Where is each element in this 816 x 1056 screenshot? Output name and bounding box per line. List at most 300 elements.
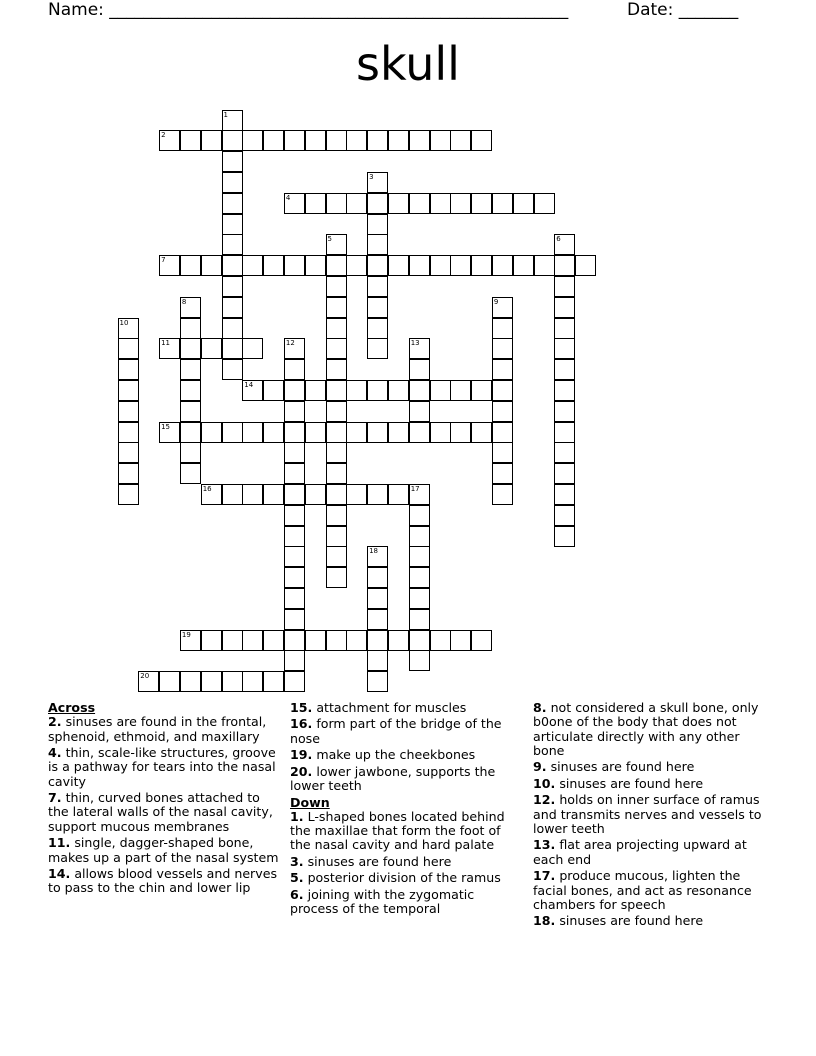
grid-cell[interactable] xyxy=(430,255,451,276)
grid-cell[interactable] xyxy=(284,526,305,547)
grid-cell[interactable] xyxy=(554,422,575,443)
grid-cell[interactable] xyxy=(180,318,201,339)
grid-cell[interactable] xyxy=(450,422,471,443)
clue-number-label: 2. xyxy=(48,714,62,730)
grid-cell[interactable] xyxy=(346,630,367,651)
grid-cell[interactable] xyxy=(346,130,367,151)
grid-cell[interactable] xyxy=(263,255,284,276)
grid-cell[interactable] xyxy=(367,172,388,193)
clue-item xyxy=(533,760,768,774)
clue-item xyxy=(290,717,525,746)
clue-item xyxy=(48,836,283,865)
grid-cell[interactable] xyxy=(222,234,243,255)
clue-number-label: 15. xyxy=(290,700,313,715)
grid-cell[interactable] xyxy=(409,422,430,443)
grid-cell[interactable] xyxy=(326,484,347,505)
grid-cell[interactable] xyxy=(222,630,243,651)
clue-text: holds on inner surface of ramus and transmits nerves and vessels to lower teeth xyxy=(533,792,762,836)
grid-cell[interactable] xyxy=(284,359,305,380)
name-line[interactable]: ______________________________________________________ xyxy=(109,0,569,20)
grid-cell[interactable] xyxy=(201,130,222,151)
clue-item xyxy=(290,855,525,869)
clue-item xyxy=(290,888,525,917)
grid-cell[interactable] xyxy=(284,484,305,505)
grid-cell[interactable] xyxy=(284,671,305,692)
clue-number: 3 xyxy=(369,172,374,181)
clue-text: joining with the zygomatic process of the temporal xyxy=(290,886,475,917)
clue-text: attachment for muscles xyxy=(312,700,467,715)
grid-cell[interactable] xyxy=(409,255,430,276)
grid-cell[interactable] xyxy=(367,588,388,609)
grid-cell[interactable] xyxy=(118,318,139,339)
clues-column-1 xyxy=(48,701,283,898)
grid-cell[interactable] xyxy=(222,338,243,359)
grid-cell[interactable] xyxy=(367,671,388,692)
grid-cell[interactable] xyxy=(159,130,180,151)
grid-cell[interactable] xyxy=(409,359,430,380)
clue-text: L-shaped bones located behind the maxillae that form the foot of the nasal cavity and hard palate xyxy=(290,808,505,853)
grid-cell[interactable] xyxy=(284,338,305,359)
grid-cell[interactable] xyxy=(367,297,388,318)
grid-cell[interactable] xyxy=(326,442,347,463)
grid-cell[interactable] xyxy=(180,130,201,151)
grid-cell[interactable] xyxy=(326,422,347,443)
clue-text: sinuses are found here xyxy=(555,775,704,791)
grid-cell[interactable] xyxy=(284,463,305,484)
grid-cell[interactable] xyxy=(242,380,263,401)
clue-number-label: 4. xyxy=(48,745,62,761)
clue-number-label: 5. xyxy=(290,870,304,886)
grid-cell[interactable] xyxy=(326,505,347,526)
clue-number: 14 xyxy=(244,380,254,389)
grid-cell[interactable] xyxy=(367,609,388,630)
clue-number-label: 9. xyxy=(533,759,547,775)
clue-number: 5 xyxy=(327,235,332,244)
grid-cell[interactable] xyxy=(242,630,263,651)
grid-cell[interactable] xyxy=(367,255,388,276)
clue-number: 19 xyxy=(181,630,191,639)
clue-item xyxy=(533,701,768,758)
grid-cell[interactable] xyxy=(471,255,492,276)
grid-cell[interactable] xyxy=(409,505,430,526)
grid-cell[interactable] xyxy=(263,130,284,151)
grid-cell[interactable] xyxy=(388,130,409,151)
grid-cell[interactable] xyxy=(575,255,596,276)
grid-cell[interactable] xyxy=(201,630,222,651)
clue-number: 10 xyxy=(119,318,129,327)
clue-number: 2 xyxy=(161,131,166,140)
clue-number: 20 xyxy=(140,672,150,681)
clue-number: 1 xyxy=(223,110,228,119)
grid-cell[interactable] xyxy=(222,484,243,505)
clue-item xyxy=(533,838,768,867)
grid-cell[interactable] xyxy=(367,276,388,297)
clue-number-label: 20. xyxy=(290,763,313,779)
grid-cell[interactable] xyxy=(554,442,575,463)
grid-cell[interactable] xyxy=(180,463,201,484)
clue-item xyxy=(48,867,283,896)
grid-cell[interactable] xyxy=(409,401,430,422)
clue-number: 7 xyxy=(161,256,166,265)
grid-cell[interactable] xyxy=(367,484,388,505)
clue-number: 8 xyxy=(181,297,187,306)
grid-cell[interactable] xyxy=(346,255,367,276)
grid-cell[interactable] xyxy=(367,422,388,443)
grid-cell[interactable] xyxy=(201,422,222,443)
grid-cell[interactable] xyxy=(430,422,451,443)
grid-cell[interactable] xyxy=(180,359,201,380)
grid-cell[interactable] xyxy=(242,484,263,505)
grid-cell[interactable] xyxy=(471,193,492,214)
grid-cell[interactable] xyxy=(367,630,388,651)
grid-cell[interactable] xyxy=(242,422,263,443)
clue-text: allows blood vessels and nerves to pass to the chin and lower lip xyxy=(48,866,278,896)
grid-cell[interactable] xyxy=(346,484,367,505)
grid-cell[interactable] xyxy=(367,567,388,588)
grid-cell[interactable] xyxy=(409,630,430,651)
grid-cell[interactable] xyxy=(326,546,347,567)
grid-cell[interactable] xyxy=(492,359,513,380)
clue-number-label: 1. xyxy=(290,808,304,824)
clues-column-2 xyxy=(290,701,525,919)
clue-number-label: 18. xyxy=(533,913,556,929)
grid-cell[interactable] xyxy=(118,338,139,359)
clue-item xyxy=(533,777,768,791)
grid-cell[interactable] xyxy=(492,422,513,443)
grid-cell[interactable] xyxy=(409,130,430,151)
grid-cell[interactable] xyxy=(326,234,347,255)
clue-item xyxy=(290,765,525,794)
clue-text: make up the cheekbones xyxy=(312,747,476,763)
clue-number-label: 12. xyxy=(533,792,556,808)
grid-cell[interactable] xyxy=(326,359,347,380)
grid-cell[interactable] xyxy=(180,338,201,359)
grid-cell[interactable] xyxy=(471,380,492,401)
grid-cell[interactable] xyxy=(242,130,263,151)
grid-cell[interactable] xyxy=(492,401,513,422)
grid-cell[interactable] xyxy=(409,193,430,214)
grid-cell[interactable] xyxy=(492,297,513,318)
clue-number-label: 16. xyxy=(290,716,313,732)
grid-cell[interactable] xyxy=(430,630,451,651)
clue-item xyxy=(290,701,525,715)
grid-cell[interactable] xyxy=(263,422,284,443)
grid-cell[interactable] xyxy=(492,338,513,359)
grid-cell[interactable] xyxy=(305,630,326,651)
grid-cell[interactable] xyxy=(263,380,284,401)
grid-cell[interactable] xyxy=(492,193,513,214)
grid-cell[interactable] xyxy=(326,193,347,214)
page-title: skull xyxy=(356,37,460,91)
grid-cell[interactable] xyxy=(554,297,575,318)
grid-cell[interactable] xyxy=(409,567,430,588)
grid-cell[interactable] xyxy=(554,380,575,401)
name-label-text: Name: xyxy=(48,0,110,20)
grid-cell[interactable] xyxy=(554,401,575,422)
clue-item xyxy=(290,810,525,853)
grid-cell[interactable] xyxy=(326,297,347,318)
grid-cell[interactable] xyxy=(180,401,201,422)
clue-number-label: 8. xyxy=(533,700,547,715)
grid-cell[interactable] xyxy=(388,255,409,276)
grid-cell[interactable] xyxy=(346,380,367,401)
grid-cell[interactable] xyxy=(118,463,139,484)
grid-cell[interactable] xyxy=(471,630,492,651)
grid-cell[interactable] xyxy=(367,130,388,151)
section-heading: Down xyxy=(290,794,330,810)
grid-cell[interactable] xyxy=(242,338,263,359)
grid-cell[interactable] xyxy=(554,234,575,255)
grid-cell[interactable] xyxy=(284,505,305,526)
clue-text: thin, curved bones attached to the lateral walls of the nasal cavity, support mucous membranes xyxy=(48,790,273,834)
clue-number: 13 xyxy=(410,339,420,348)
grid-cell[interactable] xyxy=(326,401,347,422)
grid-cell[interactable] xyxy=(326,338,347,359)
grid-cell[interactable] xyxy=(326,567,347,588)
clue-text: sinuses are found here xyxy=(546,759,695,775)
date-label-text: Date: xyxy=(627,0,679,20)
grid-cell[interactable] xyxy=(554,255,575,276)
grid-cell[interactable] xyxy=(346,193,367,214)
grid-cell[interactable] xyxy=(492,318,513,339)
grid-cell[interactable] xyxy=(430,130,451,151)
grid-cell[interactable] xyxy=(180,255,201,276)
grid-cell[interactable] xyxy=(326,318,347,339)
clue-number: 12 xyxy=(285,339,295,348)
grid-cell[interactable] xyxy=(326,380,347,401)
grid-cell[interactable] xyxy=(284,422,305,443)
grid-cell[interactable] xyxy=(367,338,388,359)
grid-cell[interactable] xyxy=(326,630,347,651)
grid-cell[interactable] xyxy=(367,650,388,671)
grid-cell[interactable] xyxy=(305,130,326,151)
clue-number-label: 13. xyxy=(533,837,556,853)
grid-cell[interactable] xyxy=(222,297,243,318)
grid-cell[interactable] xyxy=(263,484,284,505)
grid-cell[interactable] xyxy=(284,609,305,630)
grid-cell[interactable] xyxy=(492,442,513,463)
grid-cell[interactable] xyxy=(450,380,471,401)
grid-cell[interactable] xyxy=(180,380,201,401)
date-line[interactable]: _______ xyxy=(678,0,739,20)
grid-cell[interactable] xyxy=(222,671,243,692)
grid-cell[interactable] xyxy=(118,442,139,463)
clue-number-label: 19. xyxy=(290,747,313,763)
grid-cell[interactable] xyxy=(305,380,326,401)
grid-cell[interactable] xyxy=(284,193,305,214)
grid-cell[interactable] xyxy=(201,338,222,359)
clue-item xyxy=(533,793,768,836)
grid-cell[interactable] xyxy=(118,484,139,505)
grid-cell[interactable] xyxy=(430,380,451,401)
clues-column-3 xyxy=(533,701,768,931)
clue-number-label: 3. xyxy=(290,853,304,869)
grid-cell[interactable] xyxy=(118,359,139,380)
grid-cell[interactable] xyxy=(222,255,243,276)
grid-cell[interactable] xyxy=(159,422,180,443)
grid-cell[interactable] xyxy=(159,255,180,276)
grid-cell[interactable] xyxy=(201,671,222,692)
clue-item xyxy=(533,914,768,928)
grid-cell[interactable] xyxy=(222,214,243,235)
grid-cell[interactable] xyxy=(242,671,263,692)
grid-cell[interactable] xyxy=(222,151,243,172)
grid-cell[interactable] xyxy=(263,630,284,651)
grid-cell[interactable] xyxy=(201,255,222,276)
grid-cell[interactable] xyxy=(450,630,471,651)
grid-cell[interactable] xyxy=(367,380,388,401)
grid-cell[interactable] xyxy=(409,609,430,630)
grid-cell[interactable] xyxy=(471,422,492,443)
grid-cell[interactable] xyxy=(180,297,201,318)
grid-cell[interactable] xyxy=(305,255,326,276)
grid-cell[interactable] xyxy=(284,650,305,671)
grid-cell[interactable] xyxy=(492,463,513,484)
grid-cell[interactable] xyxy=(180,671,201,692)
grid-cell[interactable] xyxy=(159,338,180,359)
clue-text: form part of the bridge of the nose xyxy=(290,716,502,746)
grid-cell[interactable] xyxy=(284,588,305,609)
grid-cell[interactable] xyxy=(471,130,492,151)
clue-number: 17 xyxy=(410,484,420,493)
grid-cell[interactable] xyxy=(284,130,305,151)
clue-number-label: 14. xyxy=(48,866,71,882)
grid-cell[interactable] xyxy=(138,671,159,692)
grid-cell[interactable] xyxy=(450,130,471,151)
grid-cell[interactable] xyxy=(305,484,326,505)
clue-item xyxy=(533,869,768,912)
clue-number-label: 11. xyxy=(48,835,71,851)
grid-cell[interactable] xyxy=(492,255,513,276)
grid-cell[interactable] xyxy=(554,359,575,380)
grid-cell[interactable] xyxy=(513,193,534,214)
grid-cell[interactable] xyxy=(388,630,409,651)
clue-text: lower jawbone, supports the lower teeth xyxy=(290,763,496,794)
grid-cell[interactable] xyxy=(409,546,430,567)
grid-cell[interactable] xyxy=(554,276,575,297)
grid-cell[interactable] xyxy=(534,193,555,214)
clue-text: produce mucous, lighten the facial bones, and act as resonance chambers for speech xyxy=(533,868,752,912)
grid-cell[interactable] xyxy=(222,359,243,380)
grid-cell[interactable] xyxy=(554,463,575,484)
grid-cell[interactable] xyxy=(554,484,575,505)
grid-cell[interactable] xyxy=(284,567,305,588)
grid-cell[interactable] xyxy=(513,255,534,276)
grid-cell[interactable] xyxy=(284,380,305,401)
grid-cell[interactable] xyxy=(388,484,409,505)
clue-text: flat area projecting upward at each end xyxy=(533,837,747,867)
clue-item xyxy=(290,748,525,762)
clue-number: 15 xyxy=(161,422,171,431)
grid-cell[interactable] xyxy=(326,130,347,151)
grid-cell[interactable] xyxy=(409,380,430,401)
grid-cell[interactable] xyxy=(326,463,347,484)
grid-cell[interactable] xyxy=(367,318,388,339)
grid-cell[interactable] xyxy=(284,255,305,276)
grid-cell[interactable] xyxy=(409,650,430,671)
clue-number: 6 xyxy=(556,235,561,244)
grid-cell[interactable] xyxy=(222,318,243,339)
clue-item xyxy=(48,715,283,744)
grid-cell[interactable] xyxy=(242,255,263,276)
clue-text: sinuses are found here xyxy=(555,913,704,929)
clue-number-label: 7. xyxy=(48,790,62,806)
grid-cell[interactable] xyxy=(159,671,180,692)
grid-cell[interactable] xyxy=(263,671,284,692)
clue-number-label: 6. xyxy=(290,886,304,902)
clue-number: 16 xyxy=(202,484,212,493)
grid-cell[interactable] xyxy=(180,442,201,463)
grid-cell[interactable] xyxy=(180,422,201,443)
grid-cell[interactable] xyxy=(305,422,326,443)
clue-text: thin, scale-like structures, groove is a pathway for tears into the nasal cavity xyxy=(48,745,276,789)
grid-cell[interactable] xyxy=(450,193,471,214)
grid-cell[interactable] xyxy=(222,172,243,193)
clue-number: 9 xyxy=(493,297,499,306)
grid-cell[interactable] xyxy=(284,630,305,651)
grid-cell[interactable] xyxy=(492,380,513,401)
grid-cell[interactable] xyxy=(554,338,575,359)
grid-cell[interactable] xyxy=(222,193,243,214)
grid-cell[interactable] xyxy=(388,380,409,401)
grid-cell[interactable] xyxy=(409,588,430,609)
grid-cell[interactable] xyxy=(430,193,451,214)
grid-cell[interactable] xyxy=(409,484,430,505)
grid-cell[interactable] xyxy=(118,380,139,401)
grid-cell[interactable] xyxy=(284,401,305,422)
grid-cell[interactable] xyxy=(326,526,347,547)
grid-cell[interactable] xyxy=(326,255,347,276)
section-heading: Across xyxy=(48,700,96,715)
grid-cell[interactable] xyxy=(201,484,222,505)
clue-number: 18 xyxy=(369,547,379,556)
grid-cell[interactable] xyxy=(534,255,555,276)
clue-number: 4 xyxy=(285,193,291,202)
grid-cell[interactable] xyxy=(284,546,305,567)
grid-cell[interactable] xyxy=(180,630,201,651)
grid-cell[interactable] xyxy=(554,318,575,339)
clue-item xyxy=(290,871,525,885)
grid-cell[interactable] xyxy=(409,526,430,547)
grid-cell[interactable] xyxy=(305,193,326,214)
grid-cell[interactable] xyxy=(222,276,243,297)
grid-cell[interactable] xyxy=(326,276,347,297)
clue-item xyxy=(48,746,283,789)
clue-number-label: 17. xyxy=(533,868,556,884)
grid-cell[interactable] xyxy=(118,401,139,422)
grid-cell[interactable] xyxy=(222,110,243,131)
grid-cell[interactable] xyxy=(367,193,388,214)
grid-cell[interactable] xyxy=(409,338,430,359)
grid-cell[interactable] xyxy=(388,193,409,214)
grid-cell[interactable] xyxy=(118,422,139,443)
grid-cell[interactable] xyxy=(367,234,388,255)
grid-cell[interactable] xyxy=(388,422,409,443)
grid-cell[interactable] xyxy=(367,214,388,235)
grid-cell[interactable] xyxy=(492,484,513,505)
grid-cell[interactable] xyxy=(222,422,243,443)
grid-cell[interactable] xyxy=(222,130,243,151)
clue-text: sinuses are found here xyxy=(303,853,452,869)
grid-cell[interactable] xyxy=(284,442,305,463)
clue-number-label: 10. xyxy=(533,775,556,791)
grid-cell[interactable] xyxy=(554,505,575,526)
grid-cell[interactable] xyxy=(367,546,388,567)
clue-number: 11 xyxy=(161,339,171,348)
grid-cell[interactable] xyxy=(554,526,575,547)
grid-cell[interactable] xyxy=(346,422,367,443)
grid-cell[interactable] xyxy=(450,255,471,276)
